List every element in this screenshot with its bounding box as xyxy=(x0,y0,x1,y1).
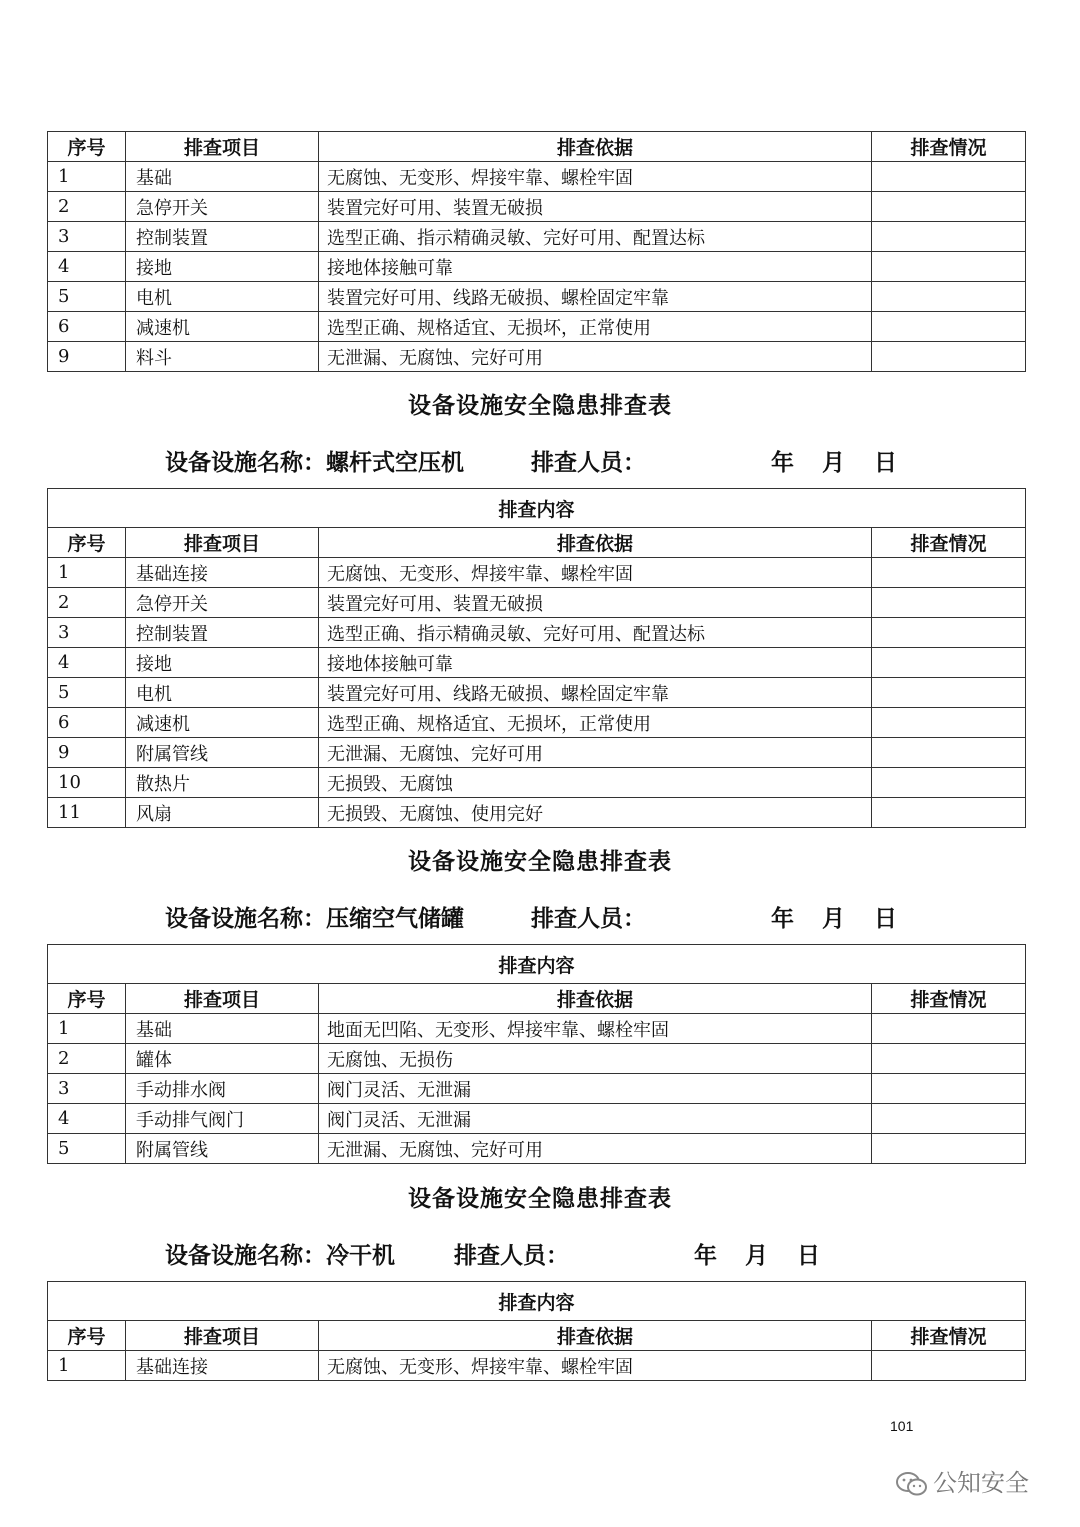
row-item: 接地 xyxy=(126,252,319,282)
row-item: 急停开关 xyxy=(126,192,319,222)
row-no: 10 xyxy=(48,768,126,798)
row-basis: 无泄漏、无腐蚀、完好可用 xyxy=(319,738,872,768)
row-basis: 装置完好可用、装置无破损 xyxy=(319,192,872,222)
table-row xyxy=(48,768,1026,798)
row-item: 控制装置 xyxy=(126,222,319,252)
row-item: 接地 xyxy=(126,648,319,678)
row-basis: 无腐蚀、无变形、焊接牢靠、螺栓牢固 xyxy=(319,1351,872,1381)
row-no: 6 xyxy=(48,312,126,342)
header-item: 排查项目 xyxy=(126,1321,319,1351)
row-item: 手动排气阀门 xyxy=(126,1104,319,1134)
row-basis: 选型正确、指示精确灵敏、完好可用、配置达标 xyxy=(319,222,872,252)
row-item: 控制装置 xyxy=(126,618,319,648)
row-basis: 无腐蚀、无损伤 xyxy=(319,1044,872,1074)
equipment-name: 冷干机 xyxy=(326,1242,395,1269)
row-basis: 阀门灵活、无泄漏 xyxy=(319,1074,872,1104)
row-status xyxy=(872,162,1026,192)
table-row xyxy=(48,648,1026,678)
content-header-row xyxy=(48,489,1026,528)
table-row xyxy=(48,1134,1026,1164)
row-item: 散热片 xyxy=(126,768,319,798)
table-header-row xyxy=(48,984,1026,1014)
content-header: 排查内容 xyxy=(48,945,1026,984)
watermark-text: 公知安全 xyxy=(933,1469,1029,1497)
row-status xyxy=(872,588,1026,618)
header-item: 排查项目 xyxy=(126,984,319,1014)
row-status xyxy=(872,342,1026,372)
row-no: 1 xyxy=(48,1351,126,1381)
row-status xyxy=(872,768,1026,798)
row-no: 5 xyxy=(48,678,126,708)
content-header: 排查内容 xyxy=(48,1282,1026,1321)
day-label: 日 xyxy=(874,449,897,476)
row-no: 5 xyxy=(48,1134,126,1164)
header-status: 排查情况 xyxy=(872,1321,1026,1351)
header-no: 序号 xyxy=(48,984,126,1014)
header-status: 排查情况 xyxy=(872,984,1026,1014)
table-header-row xyxy=(48,528,1026,558)
row-item: 基础连接 xyxy=(126,558,319,588)
table-row xyxy=(48,798,1026,828)
row-basis: 无泄漏、无腐蚀、完好可用 xyxy=(319,342,872,372)
row-item: 基础 xyxy=(126,1014,319,1044)
row-status xyxy=(872,1014,1026,1044)
row-no: 5 xyxy=(48,282,126,312)
header-basis: 排查依据 xyxy=(319,984,872,1014)
row-basis: 装置完好可用、装置无破损 xyxy=(319,588,872,618)
table-row xyxy=(48,1104,1026,1134)
table-row xyxy=(48,1044,1026,1074)
row-basis: 选型正确、规格适宜、无损坏，正常使用 xyxy=(319,312,872,342)
table-row xyxy=(48,192,1026,222)
row-no: 2 xyxy=(48,1044,126,1074)
row-status xyxy=(872,252,1026,282)
row-no: 3 xyxy=(48,222,126,252)
row-basis: 选型正确、指示精确灵敏、完好可用、配置达标 xyxy=(319,618,872,648)
row-item: 减速机 xyxy=(126,312,319,342)
day-label: 日 xyxy=(797,1242,820,1269)
section-meta xyxy=(165,900,897,933)
row-item: 风扇 xyxy=(126,798,319,828)
header-basis: 排查依据 xyxy=(319,1321,872,1351)
row-no: 3 xyxy=(48,618,126,648)
row-status xyxy=(872,678,1026,708)
table-header-row xyxy=(48,132,1026,162)
row-status xyxy=(872,312,1026,342)
row-status xyxy=(872,192,1026,222)
row-item: 罐体 xyxy=(126,1044,319,1074)
row-no: 3 xyxy=(48,1074,126,1104)
inspection-table-1 xyxy=(47,131,1026,372)
year-label: 年 xyxy=(771,449,794,476)
row-no: 2 xyxy=(48,588,126,618)
table-row xyxy=(48,282,1026,312)
year-label: 年 xyxy=(771,905,794,932)
row-no: 1 xyxy=(48,558,126,588)
row-no: 2 xyxy=(48,192,126,222)
name-label: 设备设施名称： xyxy=(165,449,326,476)
table-row xyxy=(48,1351,1026,1381)
section-title: 设备设施安全隐患排查表 xyxy=(408,392,672,419)
row-status xyxy=(872,1104,1026,1134)
section-meta xyxy=(165,444,897,477)
row-item: 手动排水阀 xyxy=(126,1074,319,1104)
row-no: 4 xyxy=(48,252,126,282)
header-no: 序号 xyxy=(48,132,126,162)
row-basis: 接地体接触可靠 xyxy=(319,252,872,282)
inspection-table-3 xyxy=(47,944,1026,1164)
header-no: 序号 xyxy=(48,1321,126,1351)
page-number: 101 xyxy=(890,1418,914,1434)
watermark xyxy=(895,1463,1029,1498)
row-item: 急停开关 xyxy=(126,588,319,618)
table-row xyxy=(48,342,1026,372)
content-header-row xyxy=(48,945,1026,984)
table-row xyxy=(48,588,1026,618)
name-label: 设备设施名称： xyxy=(165,905,326,932)
header-status: 排查情况 xyxy=(872,528,1026,558)
wechat-icon xyxy=(895,1470,929,1498)
section-meta xyxy=(165,1237,820,1270)
row-status xyxy=(872,708,1026,738)
month-label: 月 xyxy=(745,1242,768,1269)
header-basis: 排查依据 xyxy=(319,132,872,162)
table-row xyxy=(48,618,1026,648)
row-status xyxy=(872,1351,1026,1381)
row-item: 附属管线 xyxy=(126,738,319,768)
row-item: 基础 xyxy=(126,162,319,192)
table-row xyxy=(48,1014,1026,1044)
year-label: 年 xyxy=(694,1242,717,1269)
table-row xyxy=(48,222,1026,252)
content-header: 排查内容 xyxy=(48,489,1026,528)
row-no: 4 xyxy=(48,648,126,678)
row-basis: 选型正确、规格适宜、无损坏，正常使用 xyxy=(319,708,872,738)
day-label: 日 xyxy=(874,905,897,932)
header-no: 序号 xyxy=(48,528,126,558)
inspection-table-2 xyxy=(47,488,1026,828)
row-basis: 无损毁、无腐蚀、使用完好 xyxy=(319,798,872,828)
content-header-row xyxy=(48,1282,1026,1321)
inspector-label: 排查人员： xyxy=(531,449,646,476)
equipment-name: 螺杆式空压机 xyxy=(326,449,464,476)
row-basis: 阀门灵活、无泄漏 xyxy=(319,1104,872,1134)
row-status xyxy=(872,1074,1026,1104)
table-row xyxy=(48,708,1026,738)
table-header-row xyxy=(48,1321,1026,1351)
row-no: 11 xyxy=(48,798,126,828)
header-status: 排查情况 xyxy=(872,132,1026,162)
row-item: 料斗 xyxy=(126,342,319,372)
row-item: 电机 xyxy=(126,282,319,312)
table-row xyxy=(48,558,1026,588)
header-basis: 排查依据 xyxy=(319,528,872,558)
header-item: 排查项目 xyxy=(126,528,319,558)
table-row xyxy=(48,312,1026,342)
row-basis: 无腐蚀、无变形、焊接牢靠、螺栓牢固 xyxy=(319,558,872,588)
row-basis: 无泄漏、无腐蚀、完好可用 xyxy=(319,1134,872,1164)
section-title: 设备设施安全隐患排查表 xyxy=(408,1185,672,1212)
equipment-name: 压缩空气储罐 xyxy=(326,905,464,932)
row-item: 附属管线 xyxy=(126,1134,319,1164)
row-item: 基础连接 xyxy=(126,1351,319,1381)
row-status xyxy=(872,648,1026,678)
section-title: 设备设施安全隐患排查表 xyxy=(408,848,672,875)
row-no: 9 xyxy=(48,738,126,768)
row-no: 1 xyxy=(48,162,126,192)
row-basis: 无腐蚀、无变形、焊接牢靠、螺栓牢固 xyxy=(319,162,872,192)
row-basis: 地面无凹陷、无变形、焊接牢靠、螺栓牢固 xyxy=(319,1014,872,1044)
row-status xyxy=(872,1044,1026,1074)
row-status xyxy=(872,738,1026,768)
row-basis: 无损毁、无腐蚀 xyxy=(319,768,872,798)
row-no: 4 xyxy=(48,1104,126,1134)
table-row xyxy=(48,162,1026,192)
row-basis: 装置完好可用、线路无破损、螺栓固定牢靠 xyxy=(319,282,872,312)
name-label: 设备设施名称： xyxy=(165,1242,326,1269)
table-row xyxy=(48,252,1026,282)
row-status xyxy=(872,222,1026,252)
inspector-label: 排查人员： xyxy=(531,905,646,932)
row-status xyxy=(872,798,1026,828)
row-item: 减速机 xyxy=(126,708,319,738)
table-row xyxy=(48,1074,1026,1104)
inspection-table-4 xyxy=(47,1281,1026,1381)
inspector-label: 排查人员： xyxy=(454,1242,569,1269)
table-row xyxy=(48,738,1026,768)
row-basis: 接地体接触可靠 xyxy=(319,648,872,678)
row-status xyxy=(872,618,1026,648)
header-item: 排查项目 xyxy=(126,132,319,162)
row-no: 6 xyxy=(48,708,126,738)
table-row xyxy=(48,678,1026,708)
row-status xyxy=(872,1134,1026,1164)
month-label: 月 xyxy=(822,449,845,476)
month-label: 月 xyxy=(822,905,845,932)
row-item: 电机 xyxy=(126,678,319,708)
row-status xyxy=(872,558,1026,588)
row-no: 9 xyxy=(48,342,126,372)
row-basis: 装置完好可用、线路无破损、螺栓固定牢靠 xyxy=(319,678,872,708)
row-no: 1 xyxy=(48,1014,126,1044)
row-status xyxy=(872,282,1026,312)
